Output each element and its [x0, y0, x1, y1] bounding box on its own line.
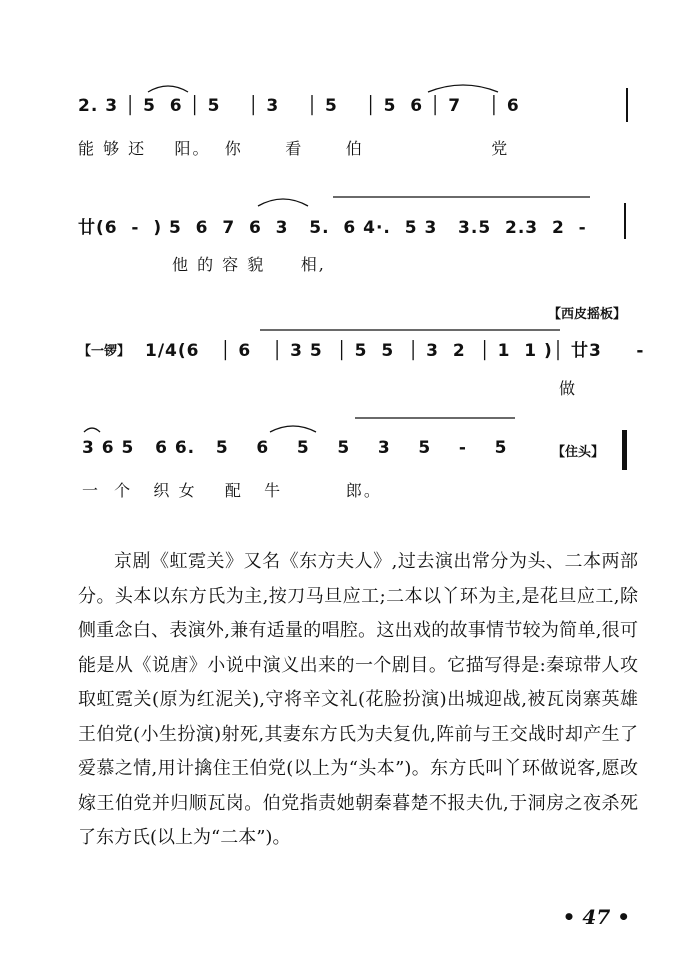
- body-paragraph: 京剧《虹霓关》又名《东方夫人》,过去演出常分为头、二本两部分。头本以东方氏为主,按刀马旦应工;二本以丫环为主,是花旦应工,除侧重念白、表演外,兼有适量的唱腔。这出戏的故事情节较为简单,很可能是从《说唐》小说中演义出来的一个剧目。它描写得是:秦琼带人攻取虹霓关(原为红泥关),守将辛文礼(花脸扮演)出城迎战,被瓦岗寨英雄王伯党(小生扮演)射死,其妻东方氏为夫复仇,阵前与王交战时却产生了爱慕之情,用计擒住王伯党(以上为“头本”)。东方氏叫丫环做说客,愿改嫁王伯党并归顺瓦岗。伯党指责她朝秦暮楚不报夫仇,于洞房之夜杀死了东方氏(以上为“二本”)。: [78, 551, 638, 848]
- page-number: • 47 •: [562, 905, 630, 929]
- score-line-4-notes: 3 6 5 6 6. 5 6 5 5 3 5 - 5: [82, 438, 508, 458]
- score-line-1-lyrics: 能 够 还 阳。 你 看 伯 党: [78, 139, 510, 158]
- score-line-3-lyrics: 做: [559, 379, 578, 398]
- tag-xipi-yaoban: 【西皮摇板】: [548, 307, 627, 322]
- tag-yiluo: 【一锣】: [78, 344, 131, 359]
- score-line-3-notes: 1/4(6 │ 6 │ 3 5 │ 5 5 │ 3 2 │ 1 1 )│ 廿3 -: [145, 341, 645, 361]
- score-line-2-notes: 廿(6 - ) 5 6 7 6 3 5. 6 4·. 5 3 3.5 2.3 2 -: [78, 218, 587, 238]
- score-line-4-lyrics: 一 个 织 女 配 牛 郎。: [82, 481, 382, 500]
- score-line-1-notes: 2. 3 │ 5 6 │ 5 │ 3 │ 5 │ 5 6 │ 7 │ 6: [78, 96, 520, 116]
- score-line-2-lyrics: 他 的 容 貌 相,: [172, 255, 326, 274]
- tag-zhutou: 【住头】: [552, 445, 605, 460]
